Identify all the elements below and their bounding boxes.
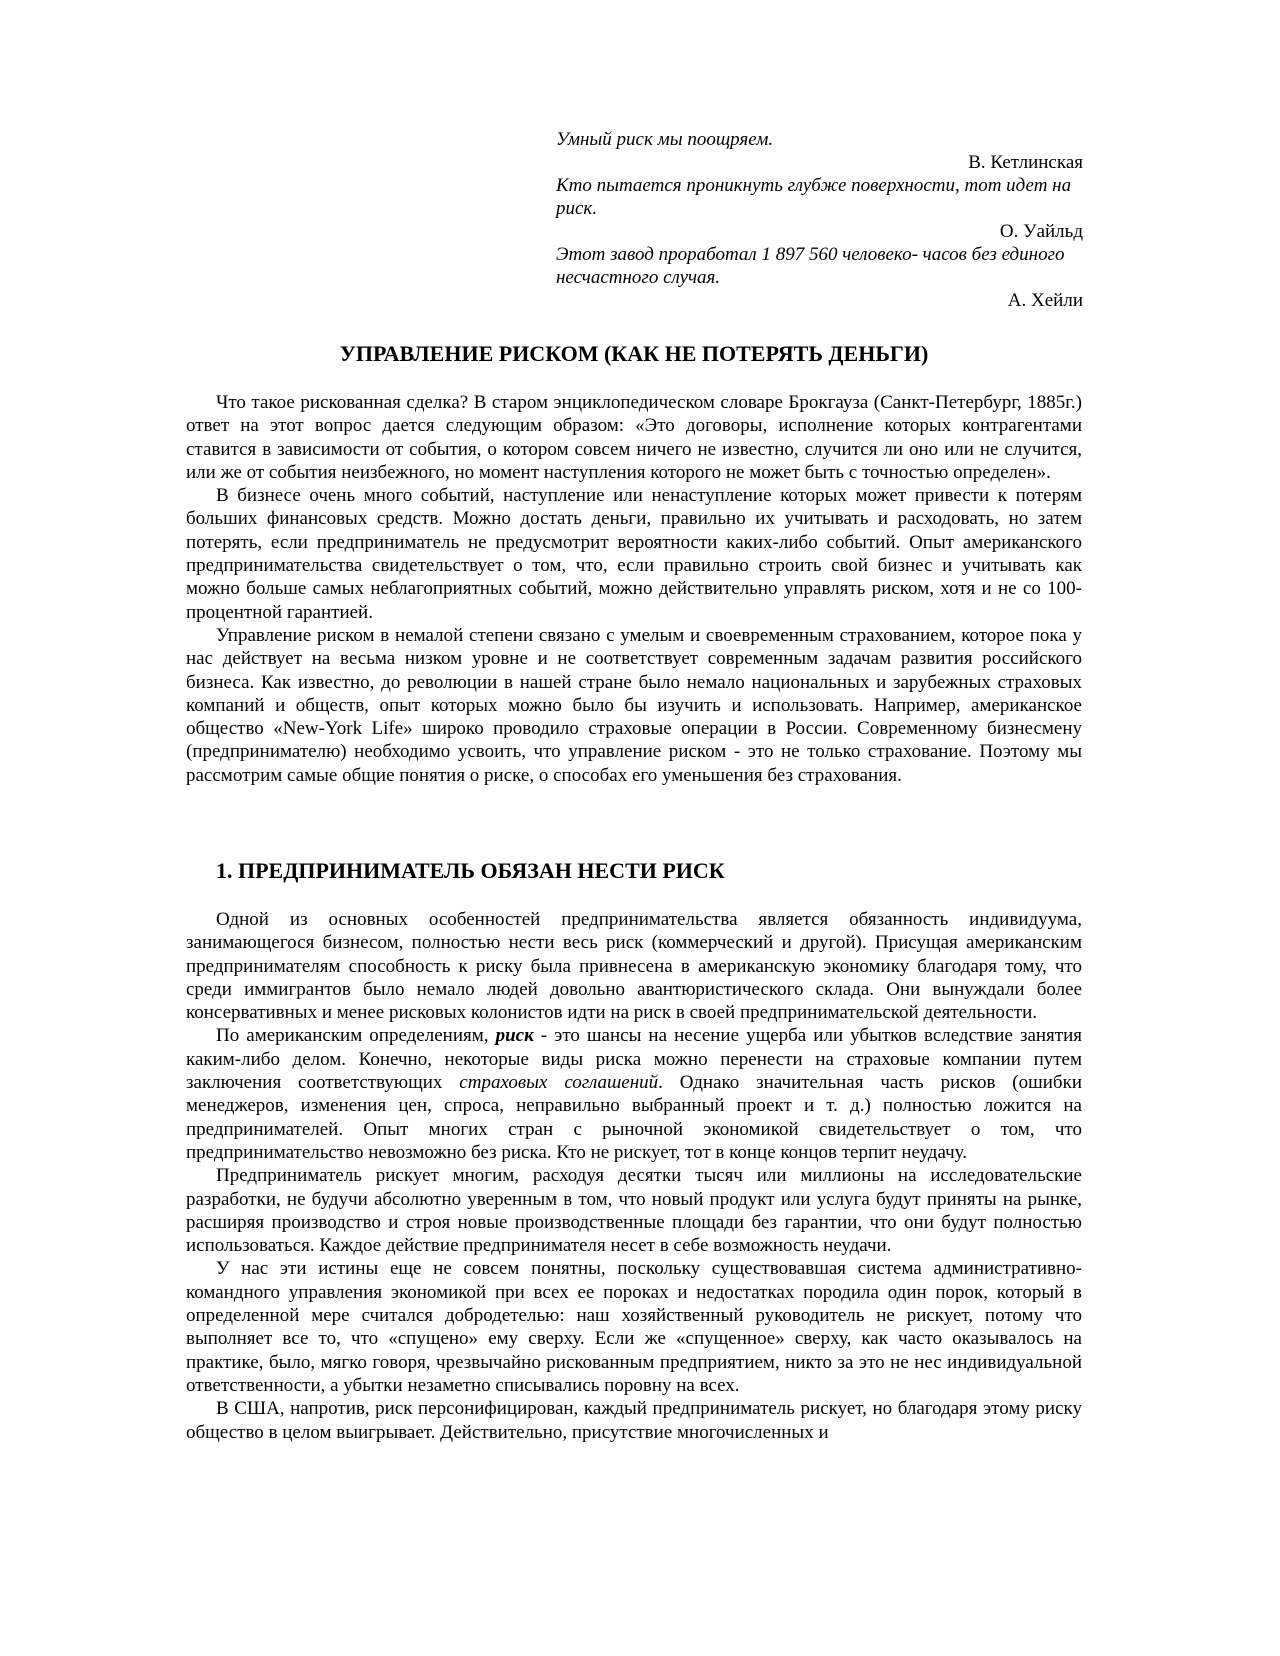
paragraph-risk-definition — [186, 1024, 1082, 1164]
paragraph: У нас эти истины еще не совсем понятны, поскольку существовавшая система административно-командного управления экономикой при всех ее пороках и недостатках породила один порок, который в определенной мере считался добродетелью: наш хозяйственный руководитель не рискует, потому что выполняет все то, что «спущено» ему сверху. Если же «спущенное» сверху, как часто оказывалось на практике, было, мягко говоря, чрезвычайно рискованным предприятием, никто за это не нес индивидуальной ответственности, а убытки незаметно списывались поровну на всех. — [186, 1258, 1082, 1396]
epigraph-author: О. Уайльд — [999, 221, 1083, 242]
epigraph-author: А. Хейли — [1007, 290, 1083, 311]
paragraph: Предприниматель рискует многим, расходуя десятки тысяч или миллионы на исследовательские разработки, не будучи абсолютно уверенным в том, что новый продукт или услуга будут приняты на рынке, расширяя производство и строя новые производственные площади без гарантии, что они будут полностью использоваться. Каждое действие предпринимателя несет в себе возможность неудачи. — [186, 1165, 1082, 1257]
paragraph: Одной из основных особенностей предпринимательства является обязанность индивидуума, занимающегося бизнесом, полностью нести весь риск (коммерческий и другой). Присущая американским предпринимателям способность к риску была привнесена в американскую экономику благодаря тому, что среди иммигрантов было немало людей довольно авантюристического склада. Они вынуждали более консервативных и менее рисковых колонистов идти на риск в своей предпринимательской деятельности. — [186, 909, 1082, 1024]
epigraph-quote: Умный риск мы поощряем. — [556, 129, 774, 150]
term-risk: риск — [495, 1025, 534, 1047]
section-heading: 1. ПРЕДПРИНИМАТЕЛЬ ОБЯЗАН НЕСТИ РИСК — [216, 858, 725, 883]
page-title: УПРАВЛЕНИЕ РИСКОМ (КАК НЕ ПОТЕРЯТЬ ДЕНЬГИ) — [339, 341, 929, 366]
epigraph-quote: Кто пытается проникнуть глубже поверхности, тот идет на риск. — [556, 175, 1072, 219]
epigraph-author: В. Кетлинская — [968, 152, 1083, 173]
italic-phrase: страховых соглашений — [459, 1072, 659, 1094]
text-run: . Однако значительная часть рисков (ошибки менеджеров, изменения цен, спроса, неправильно выбранный проект и т. д.) полностью ложится на предпринимателей. Опыт многих стран с рыночной экономикой свидетельствует о том, что предпринимательство невозможно без риска. Кто не рискует, тот в конце концов терпит неудачу. — [186, 1072, 1082, 1163]
paragraph: Управление риском в немалой степени связано с умелым и своевременным страхованием, которое пока у нас действует на весьма низком уровне и не соответствует современным задачам развития российского бизнеса. Как известно, до революции в нашей стране было немало национальных и зарубежных страховых компаний и обществ, опыт которых можно было бы изучить и использовать. Например, американское общество «New-York Life» широко проводило страховые операции в России. Современному бизнесмену (предпринимателю) необходимо усвоить, что управление риском - это не только страхование. Поэтому мы рассмотрим самые общие понятия о риске, о способах его уменьшения без страхования. — [186, 624, 1082, 786]
paragraph: В бизнесе очень много событий, наступление или ненаступление которых может привести к потерям больших финансовых средств. Можно достать деньги, правильно их учитывать и расходовать, но затем потерять, если предприниматель не предусмотрит вероятности каких-либо событий. Опыт американского предпринимательства свидетельствует о том, что, если правильно строить свой бизнес и учитывать как можно больше самых неблагоприятных событий, можно действительно управлять риском, хотя и не со 100-процентной гарантией. — [186, 485, 1082, 623]
text-run: - это шансы на несение ущерба или убытков вследствие занятия каким-либо делом. Конечно, некоторые виды риска можно перенести на страховые компании путем заключения соответствующих — [186, 1025, 1083, 1094]
section-1-body — [186, 908, 1082, 1444]
paragraph: В США, напротив, риск персонифицирован, каждый предприниматель рискует, но благодаря этому риску общество в целом выигрывает. Действительно, присутствие многочисленных и — [186, 1398, 1082, 1443]
text-run: По американским определениям, — [216, 1025, 489, 1047]
epigraph-quote: Этот завод проработал 1 897 560 человеко- часов без единого несчастного случая. — [556, 244, 1065, 288]
paragraph: Что такое рискованная сделка? В старом энциклопедическом словаре Брокгауза (Санкт-Петербург, 1885г.) ответ на этот вопрос дается следующим образом: «Это договоры, исполнение которых контрагентами ставится в зависимости от события, о котором совсем ничего не известно, случится ли оно или не случится, или же от события неизбежного, но момент наступления которого не может быть с точностью определен». — [186, 392, 1082, 483]
intro-section — [186, 391, 1082, 787]
epigraph-block — [556, 128, 1083, 312]
